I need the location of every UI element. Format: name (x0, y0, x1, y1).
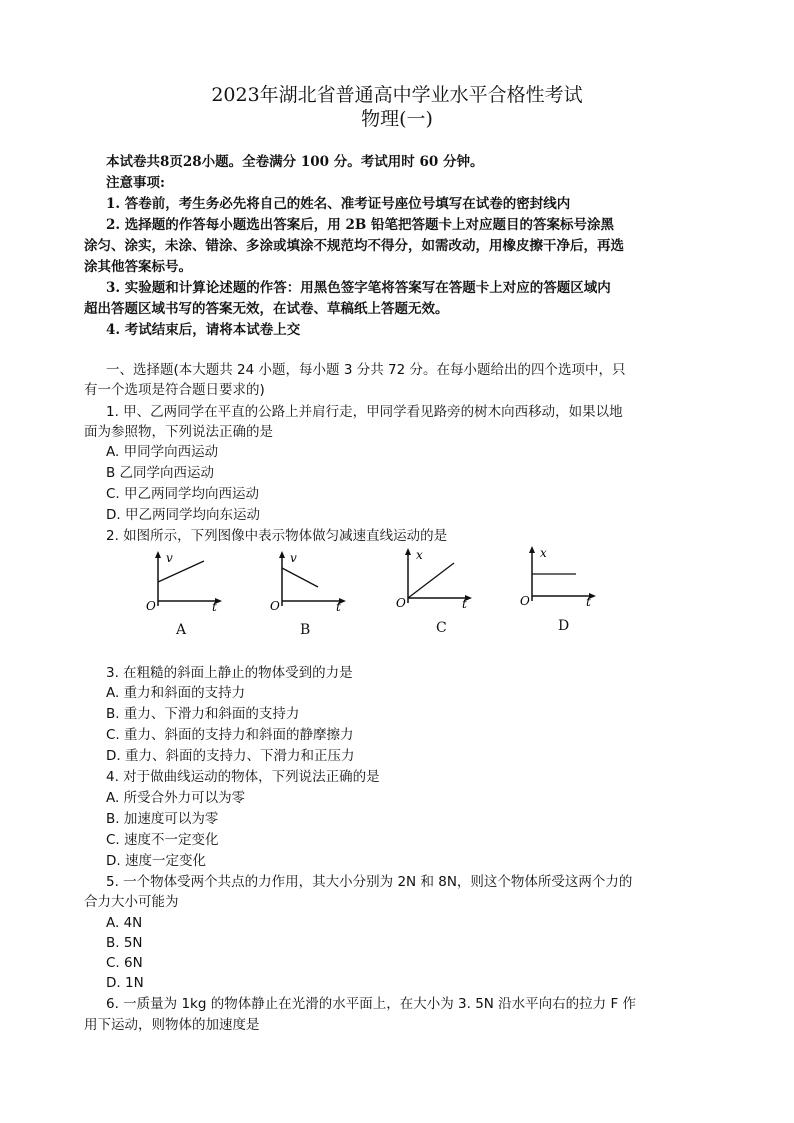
graph-b-origin: O (270, 599, 280, 613)
question-2-stem: 2. 如图所示，下列图像中表示物体做匀减速直线运动的是 (106, 528, 448, 544)
question-4-option: B. 加速度可以为零 (106, 811, 219, 827)
graph-b (270, 548, 350, 614)
question-1-option: D. 甲乙两同学均向东运动 (106, 507, 260, 523)
question-6-stem: 用下运动，则物体的加速度是 (84, 1017, 260, 1033)
graph-d-label: D (558, 618, 570, 634)
graph-a-xaxis-label: t (212, 600, 217, 614)
notice-item: 2. 选择题的作答每小题选出答案后，用 2B 铅笔把答题卡上对应题目的答案标号涂黑 (106, 217, 614, 233)
graph-d-origin: O (520, 594, 530, 608)
graph-b-xaxis-label: t (336, 600, 341, 614)
question-3-option: B. 重力、下滑力和斜面的支持力 (106, 706, 300, 722)
question-1-stem: 面为参照物，下列说法正确的是 (84, 424, 273, 440)
graph-b-yaxis-label: v (290, 551, 297, 565)
question-3-option: A. 重力和斜面的支持力 (106, 685, 246, 701)
question-4-option: C. 速度不一定变化 (106, 832, 219, 848)
question-5-option: D. 1N (106, 975, 144, 991)
notice-item: 4. 考试结束后，请将本试卷上交 (106, 322, 301, 338)
question-3-option: C. 重力、斜面的支持力和斜面的静摩擦力 (106, 727, 354, 743)
graph-a (146, 548, 226, 614)
graph-c-origin: O (396, 596, 406, 610)
question-5-stem: 5. 一个物体受两个共点的力作用，其大小分别为 2N 和 8N，则这个物体所受这两个力的 (106, 874, 633, 890)
graph-d-xaxis-label: t (586, 595, 591, 609)
question-5-stem: 合力大小可能为 (84, 894, 179, 910)
notice-item: 3. 实验题和计算论述题的作答：用黑色签字笔将答案写在答题卡上对应的答题区域内 (106, 280, 611, 296)
graph-a-yaxis-label: v (166, 551, 173, 565)
graph-c-label: C (436, 620, 447, 636)
question-3-stem: 3. 在粗糙的斜面上静止的物体受到的力是 (106, 665, 353, 681)
question-1-option: C. 甲乙两同学均向西运动 (106, 486, 260, 502)
graph-b-label: B (300, 622, 311, 638)
question-5-option: C. 6N (106, 955, 143, 971)
notice-item: 涂其他答案标号。 (84, 259, 192, 275)
question-3-option: D. 重力、斜面的支持力、下滑力和正压力 (106, 748, 355, 764)
question-5-option: A. 4N (106, 915, 143, 931)
graph-d (520, 543, 600, 609)
question-4-option: D. 速度一定变化 (106, 853, 206, 869)
question-4-stem: 4. 对于做曲线运动的物体，下列说法正确的是 (106, 769, 380, 785)
section-heading: 有一个选项是符合题日要求的) (84, 382, 265, 398)
question-1-option: B 乙同学向西运动 (106, 465, 215, 481)
question-1-option: A. 甲同学向西运动 (106, 444, 219, 460)
graph-c-yaxis-label: x (416, 548, 423, 562)
notice-heading: 注意事项: (106, 175, 165, 191)
graph-c (396, 545, 476, 611)
question-6-stem: 6. 一质量为 1kg 的物体静止在光滑的水平面上，在大小为 3. 5N 沿水平向右的拉力 F 作 (106, 996, 637, 1012)
graph-a-origin: O (146, 599, 156, 613)
question-4-option: A. 所受合外力可以为零 (106, 790, 246, 806)
graph-d-yaxis-label: x (540, 546, 547, 560)
exam-title: 2023年湖北省普通高中学业水平合格性考试 (211, 84, 583, 106)
notice-item: 涂匀、涂实，未涂、错涂、多涂或填涂不规范均不得分，如需改动，用橡皮擦干净后，再选 (84, 238, 624, 254)
section-heading: 一、选择题(本大题共 24 小题，每小题 3 分共 72 分。在每小题给出的四个选项中，只 (106, 362, 626, 378)
notice-item: 1. 答卷前，考生务必先将自己的姓名、准考证号座位号填写在试卷的密封线内 (106, 196, 571, 212)
graph-a-label: A (176, 622, 187, 638)
notice-intro: 本试卷共8页28小题。全卷满分 100 分。考试用时 60 分钟。 (106, 154, 484, 170)
notice-item: 超出答题区域书写的答案无效，在试卷、草稿纸上答题无效。 (84, 301, 449, 317)
exam-subtitle: 物理(一) (361, 108, 433, 130)
graph-c-xaxis-label: t (462, 597, 467, 611)
question-5-option: B. 5N (106, 935, 143, 951)
question-1-stem: 1. 甲、乙两同学在平直的公路上并肩行走，甲同学看见路旁的树木向西移动，如果以地 (106, 404, 623, 420)
